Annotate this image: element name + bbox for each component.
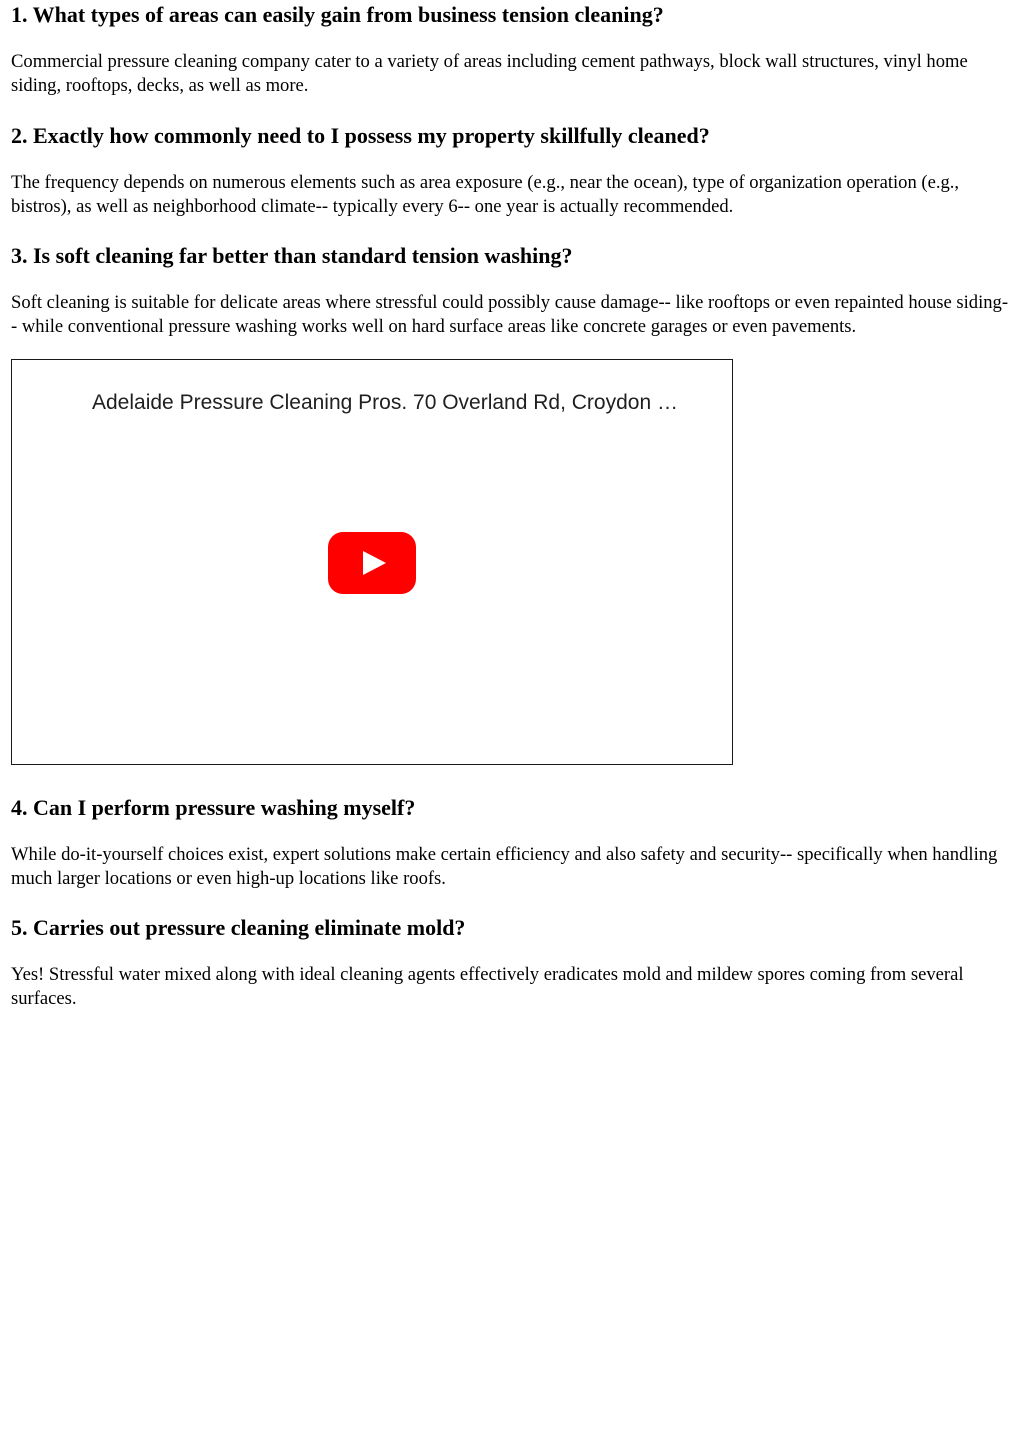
play-button-graphic [328, 532, 416, 594]
faq-question: 1. What types of areas can easily gain from business tension cleaning? [11, 2, 664, 27]
embedded-video-player[interactable] [11, 359, 733, 765]
faq-answer: Yes! Stressful water mixed along with ideal cleaning agents effectively eradicates mold and mildew spores coming from several surfaces. [11, 964, 964, 1009]
faq-item-2 [11, 121, 1011, 218]
article-content [11, 0, 1011, 1010]
faq-question: 4. Can I perform pressure washing myself? [11, 795, 416, 820]
faq-question: 3. Is soft cleaning far better than standard tension washing? [11, 243, 573, 268]
faq-item-4 [11, 793, 1011, 890]
youtube-play-icon[interactable] [328, 532, 416, 594]
faq-item-5 [11, 913, 1011, 1010]
faq-answer: The frequency depends on numerous elements such as area exposure (e.g., near the ocean), type of organization operation (e.g., bistros), as well as neighborhood climate-- typically every 6-- one year is actually recommended. [11, 172, 960, 217]
faq-answer: Soft cleaning is suitable for delicate areas where stressful could possibly cause damage-- like rooftops or even repainted house siding-- while conventional pressure washing works well on hard surface areas like concrete garages or even pavements. [11, 292, 1009, 337]
faq-question: 5. Carries out pressure cleaning eliminate mold? [11, 915, 466, 940]
faq-item-3 [11, 241, 1011, 338]
faq-answer: Commercial pressure cleaning company cater to a variety of areas including cement pathways, block wall structures, vinyl home siding, rooftops, decks, as well as more. [11, 51, 968, 96]
faq-answer: While do-it-yourself choices exist, expert solutions make certain efficiency and also safety and security-- specifically when handling much larger locations or even high-up locations like roofs. [11, 844, 998, 889]
faq-question: 2. Exactly how commonly need to I possess my property skillfully cleaned? [11, 123, 710, 148]
video-title[interactable]: Adelaide Pressure Cleaning Pros. 70 Overland Rd, Croydon … [92, 391, 678, 414]
faq-item-1 [11, 0, 1011, 97]
